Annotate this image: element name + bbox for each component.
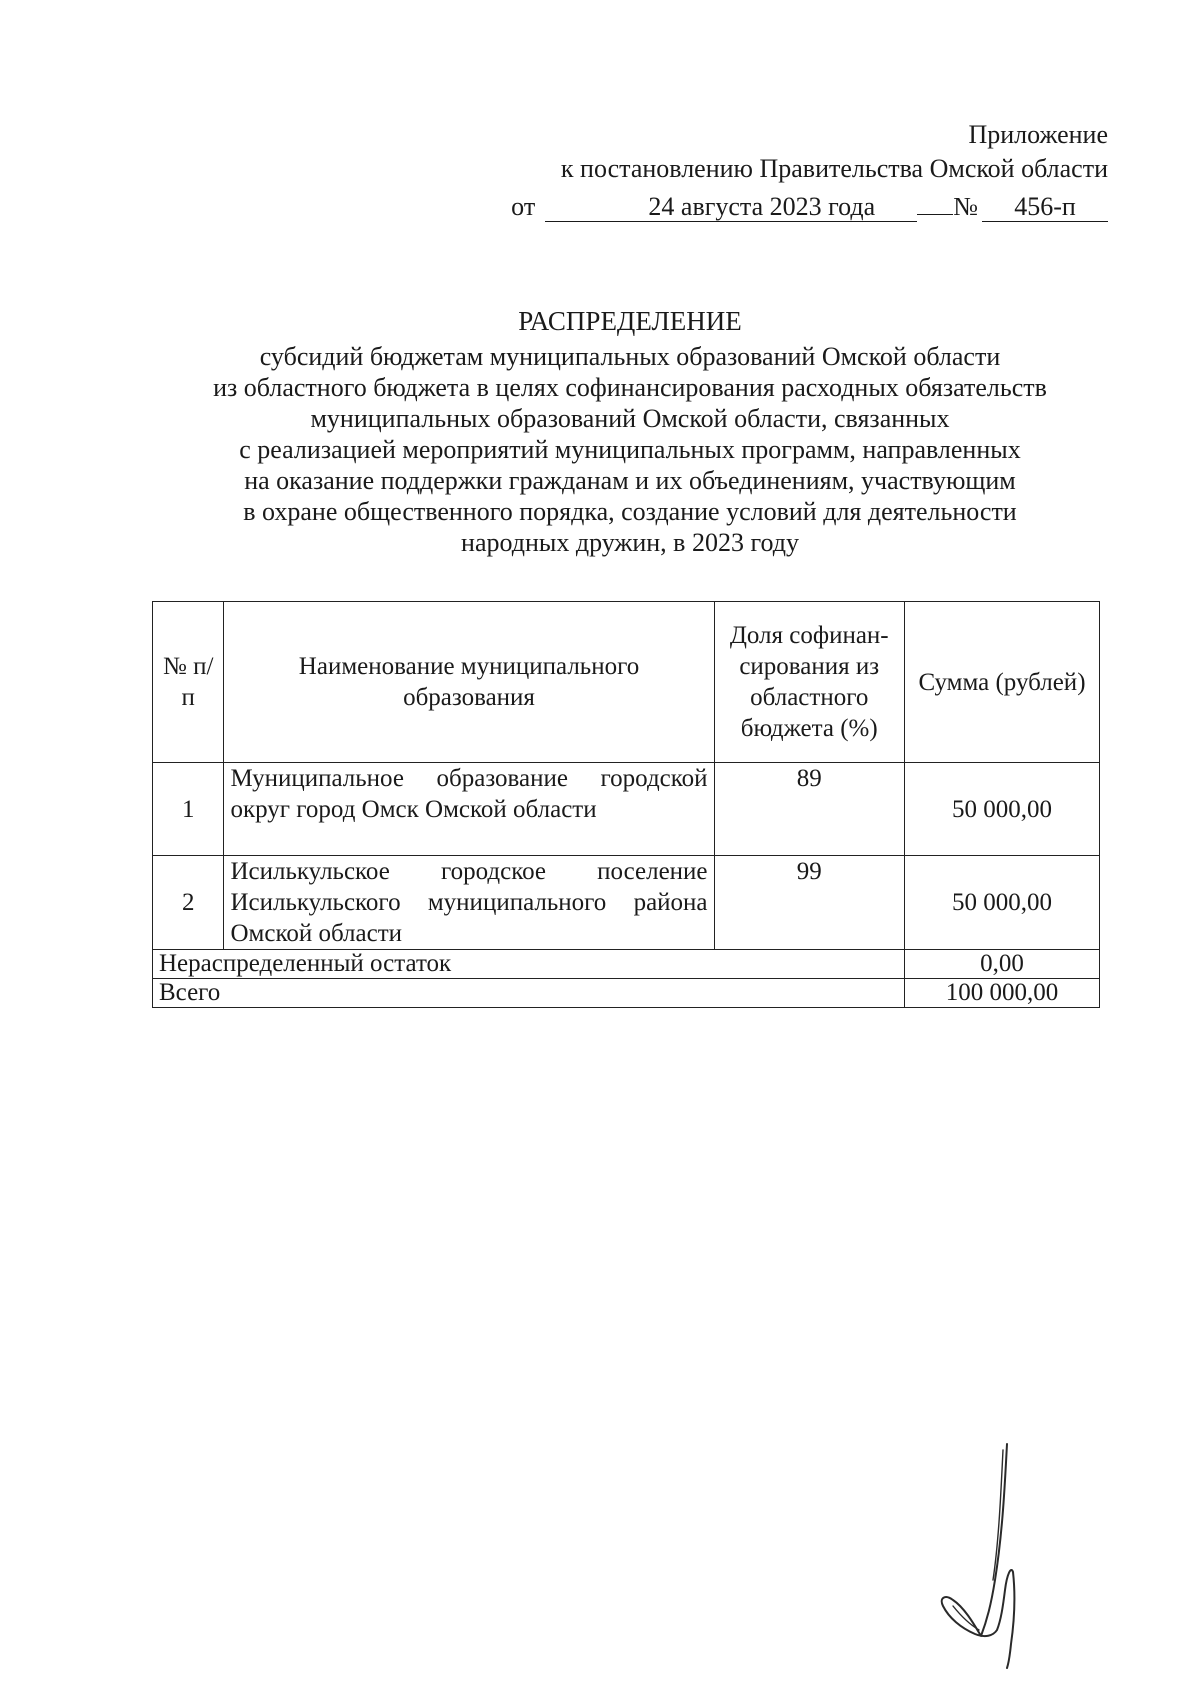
title-line: из областного бюджета в целях софинансирования расходных обязательств — [213, 373, 1047, 402]
unallocated-row — [153, 950, 1100, 979]
row-num: 1 — [153, 763, 224, 856]
unallocated-sum: 0,00 — [904, 950, 1099, 979]
title-line: в охране общественного порядка, создание условий для деятельности — [243, 497, 1017, 526]
header-share: Доля софинан-сирования из областного бюджета (%) — [714, 602, 904, 763]
row-share: 89 — [714, 763, 904, 856]
title-line: субсидий бюджетам муниципальных образований Омской области — [259, 342, 1001, 371]
row-share: 99 — [714, 856, 904, 950]
resolution-date: 24 августа 2023 года — [545, 193, 917, 222]
title-line: с реализацией мероприятий муниципальных программ, направленных — [239, 435, 1021, 464]
header-sum: Сумма (рублей) — [904, 602, 1099, 763]
title-line: муниципальных образований Омской области, связанных — [310, 404, 950, 433]
appendix-label: Приложение — [968, 120, 1108, 149]
title-line: на оказание поддержки гражданам и их объединениям, участвующим — [244, 466, 1016, 495]
row-name: Муниципальное образование городской округ город Омск Омской области — [224, 763, 714, 856]
date-line — [511, 190, 1108, 224]
total-row — [153, 979, 1100, 1008]
date-underline-tail — [917, 214, 953, 215]
table-header-row — [153, 602, 1100, 763]
row-sum: 50 000,00 — [904, 763, 1099, 856]
handwritten-signature — [935, 1440, 1045, 1670]
document-title — [150, 306, 1110, 558]
resolution-label: к постановлению Правительства Омской области — [560, 154, 1108, 183]
unallocated-label: Нераспределенный остаток — [153, 950, 905, 979]
table-row — [153, 763, 1100, 856]
total-sum: 100 000,00 — [904, 979, 1099, 1008]
row-name: Исилькульское городское поселение Исилькульского муниципального района Омской области — [224, 856, 714, 950]
from-label: от — [511, 192, 536, 221]
table-row — [153, 856, 1100, 950]
row-num: 2 — [153, 856, 224, 950]
title-heading: РАСПРЕДЕЛЕНИЕ — [518, 306, 742, 336]
appendix-header — [511, 118, 1108, 224]
resolution-number: 456-п — [982, 193, 1108, 222]
title-line: народных дружин, в 2023 году — [461, 528, 799, 557]
total-label: Всего — [153, 979, 905, 1008]
number-label: № — [953, 192, 978, 221]
header-name: Наименование муниципального образования — [224, 602, 714, 763]
row-sum: 50 000,00 — [904, 856, 1099, 950]
header-num: № п/п — [153, 602, 224, 763]
distribution-table — [152, 601, 1100, 1008]
